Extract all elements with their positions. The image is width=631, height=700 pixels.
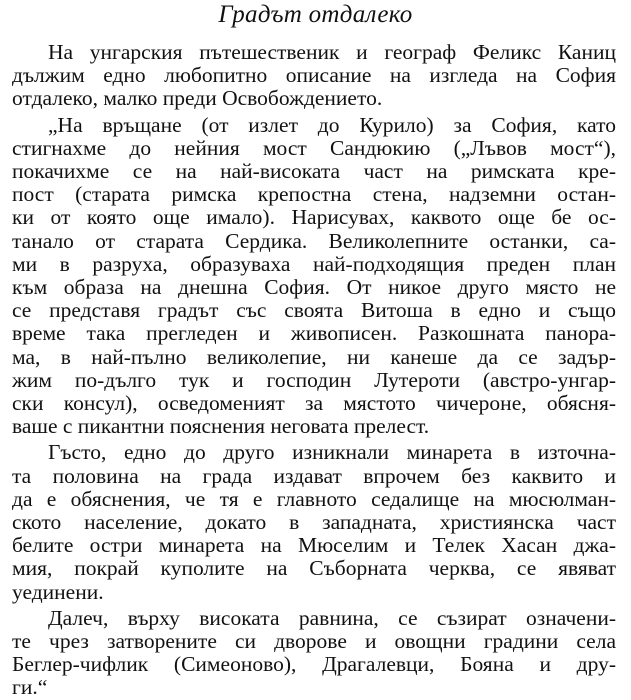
text-line: ското население, докато в западната, християнска част <box>12 510 616 534</box>
text-line: уединени. <box>12 579 104 604</box>
text-line: към образа на днешна София. От никое друго място не <box>12 275 616 299</box>
page-title: Градът отдалеко <box>218 1 413 28</box>
text-line: време така прегледен и живописен. Разкошната панора- <box>12 321 616 346</box>
text-line: Гъсто, едно до друго изникнали минарета в източна- <box>48 440 616 465</box>
text-line: пост (старата римска крепостна стена, надземни остан- <box>12 182 616 207</box>
text-line: „На връщане (от излет до Курило) за София, като <box>48 112 616 137</box>
text-line: ваше с пикантни пояснения неговата прелест. <box>12 414 430 439</box>
text-line: мия, покрай куполите на Съборната черква, се явяват <box>12 556 616 581</box>
text-line: ма, в най-пълно великолепие, ни канеше да се задър- <box>12 344 616 369</box>
text-line: танало от старата Сердика. Великолепните останки, са- <box>12 228 616 253</box>
text-line: да е обяснения, че тя е главното седалище на мюсюлман- <box>12 486 616 511</box>
text-line: ми в разруха, образуваха най-подходящия преден план <box>12 251 616 276</box>
text-line: отдалеко, малко преди Освобождението. <box>12 86 383 111</box>
text-line: се представя градът със своята Витоша в едно и също <box>12 298 616 323</box>
text-line: ски консул), осведоменият за мястото чичероне, обясня- <box>12 391 616 415</box>
text-line: ги.“ <box>12 675 48 700</box>
text-line: покачихме се на най-високата част на римската кре- <box>12 159 616 183</box>
text-line: Далеч, върху високата равнина, се съзират означени- <box>48 605 616 630</box>
text-line: стигнахме до нейния мост Сандюкию („Лъвов мост“), <box>12 135 616 160</box>
text-line: Беглер-чифлик (Симеоново), Драгалевци, Бояна и дру- <box>12 652 616 677</box>
text-line: жим по-дълго тук и господин Лутероти (австро-унгар- <box>12 367 616 392</box>
text-line: ки от която още имало). Нарисувах, каквото още бе ос- <box>12 205 616 230</box>
text-line: На унгарския пътешественик и географ Феликс Каниц <box>48 40 616 64</box>
text-line: те чрез затворените си дворове и овощни градини села <box>12 629 616 653</box>
text-line: дължим едно любопитно описание на изгледа на София <box>12 63 616 88</box>
text-line: та половина на града издават впрочем без каквито и <box>12 463 616 488</box>
text-line: белите остри минарета на Мюселим и Телек Хасан джа- <box>12 533 616 558</box>
